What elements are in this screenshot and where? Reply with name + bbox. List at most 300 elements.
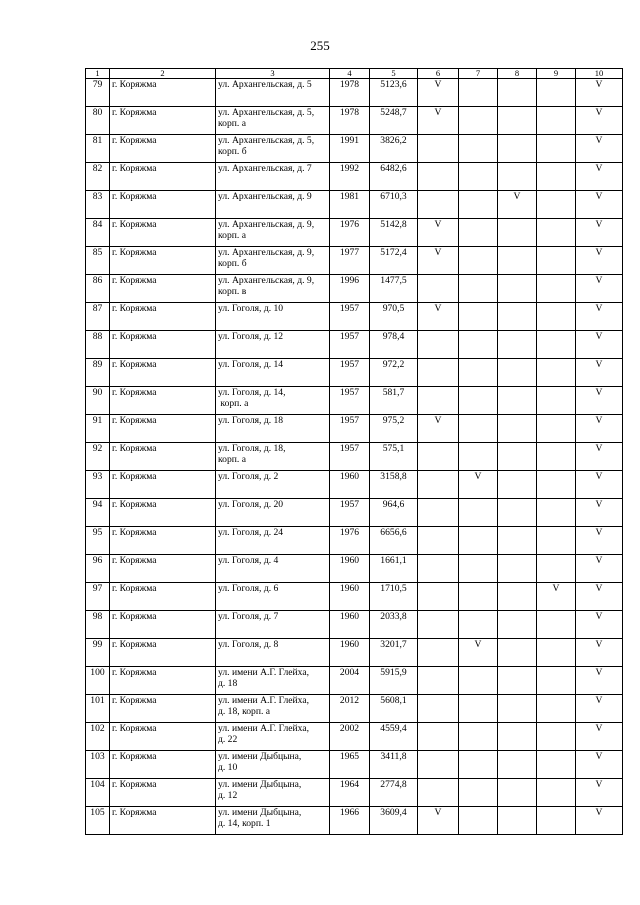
mark-cell-col7: [459, 751, 498, 779]
mark-cell-col9: [537, 191, 576, 219]
mark-cell-col9: [537, 415, 576, 443]
address-cell: [216, 639, 330, 667]
mark-cell-col7: [459, 359, 498, 387]
mark-cell-col9: [537, 667, 576, 695]
mark-cell-col6: V: [418, 107, 459, 135]
table-row: [86, 387, 623, 415]
area-cell: 964,6: [370, 499, 418, 527]
mark-cell-col6: [418, 611, 459, 639]
row-number-cell: 104: [86, 779, 110, 807]
address-line: корп. б: [218, 258, 247, 269]
address-line: ул. Гоголя, д. 12: [218, 331, 284, 342]
year-cell: 1966: [330, 807, 370, 835]
year-cell: 1964: [330, 779, 370, 807]
mark-cell-col6: [418, 443, 459, 471]
mark-cell-col7: V: [459, 639, 498, 667]
mark-cell-col7: [459, 667, 498, 695]
area-cell: 1477,5: [370, 275, 418, 303]
address-cell: [216, 79, 330, 107]
address-line: ул. Гоголя, д. 18,: [218, 443, 286, 454]
column-number: 8: [498, 69, 537, 79]
mark-cell-col9: [537, 135, 576, 163]
row-number-cell: 94: [86, 499, 110, 527]
year-cell: 1978: [330, 79, 370, 107]
address-cell: [216, 303, 330, 331]
address-line: д. 22: [218, 734, 238, 745]
mark-cell-col7: [459, 247, 498, 275]
mark-cell-col9: [537, 471, 576, 499]
year-cell: 1960: [330, 611, 370, 639]
housing-table: [85, 68, 623, 835]
table-row: [86, 247, 623, 275]
address-cell: [216, 359, 330, 387]
address-line: ул. Архангельская, д. 5,: [218, 135, 315, 146]
row-number-cell: 95: [86, 527, 110, 555]
column-number: 9: [537, 69, 576, 79]
mark-cell-col10: V: [576, 527, 623, 555]
mark-cell-col6: [418, 163, 459, 191]
table-row: [86, 359, 623, 387]
table-row: [86, 555, 623, 583]
mark-cell-col10: V: [576, 163, 623, 191]
mark-cell-col9: [537, 107, 576, 135]
mark-cell-col8: [498, 667, 537, 695]
table-row: [86, 163, 623, 191]
address-line: ул. Архангельская, д. 5,: [218, 107, 315, 118]
mark-cell-col8: [498, 499, 537, 527]
address-line: ул. Архангельская, д. 9: [218, 191, 312, 202]
address-line: ул. Архангельская, д. 7: [218, 163, 312, 174]
column-number: 5: [370, 69, 418, 79]
city-cell: г. Коряжма: [110, 443, 216, 471]
city-cell: г. Коряжма: [110, 499, 216, 527]
city-cell: г. Коряжма: [110, 163, 216, 191]
table-row: [86, 695, 623, 723]
mark-cell-col6: V: [418, 79, 459, 107]
area-cell: 5172,4: [370, 247, 418, 275]
mark-cell-col6: V: [418, 807, 459, 835]
area-cell: 1661,1: [370, 555, 418, 583]
mark-cell-col9: [537, 555, 576, 583]
mark-cell-col7: [459, 387, 498, 415]
city-cell: г. Коряжма: [110, 611, 216, 639]
address-cell: [216, 443, 330, 471]
mark-cell-col10: V: [576, 79, 623, 107]
address-cell: [216, 247, 330, 275]
mark-cell-col7: [459, 443, 498, 471]
city-cell: г. Коряжма: [110, 135, 216, 163]
city-cell: г. Коряжма: [110, 723, 216, 751]
mark-cell-col10: V: [576, 135, 623, 163]
area-cell: 975,2: [370, 415, 418, 443]
mark-cell-col7: [459, 555, 498, 583]
row-number-cell: 83: [86, 191, 110, 219]
mark-cell-col8: [498, 751, 537, 779]
address-line: ул. Гоголя, д. 10: [218, 303, 284, 314]
mark-cell-col6: [418, 555, 459, 583]
row-number-cell: 96: [86, 555, 110, 583]
mark-cell-col6: [418, 499, 459, 527]
mark-cell-col8: [498, 555, 537, 583]
mark-cell-col7: [459, 163, 498, 191]
address-cell: [216, 163, 330, 191]
mark-cell-col7: [459, 499, 498, 527]
mark-cell-col10: V: [576, 415, 623, 443]
mark-cell-col8: [498, 247, 537, 275]
table-row: [86, 443, 623, 471]
city-cell: г. Коряжма: [110, 779, 216, 807]
address-cell: [216, 135, 330, 163]
address-line: ул. Гоголя, д. 6: [218, 583, 279, 594]
city-cell: г. Коряжма: [110, 303, 216, 331]
table-row: [86, 583, 623, 611]
address-line: корп. а: [218, 230, 246, 241]
address-line: ул. Гоголя, д. 4: [218, 555, 279, 566]
mark-cell-col9: V: [537, 583, 576, 611]
row-number-cell: 101: [86, 695, 110, 723]
area-cell: 5248,7: [370, 107, 418, 135]
table-row: [86, 135, 623, 163]
table-row: [86, 191, 623, 219]
area-cell: 972,2: [370, 359, 418, 387]
mark-cell-col7: [459, 807, 498, 835]
mark-cell-col9: [537, 751, 576, 779]
table-row: [86, 107, 623, 135]
area-cell: 1710,5: [370, 583, 418, 611]
mark-cell-col9: [537, 219, 576, 247]
city-cell: г. Коряжма: [110, 555, 216, 583]
mark-cell-col6: [418, 723, 459, 751]
table-row: [86, 667, 623, 695]
mark-cell-col8: [498, 163, 537, 191]
mark-cell-col6: [418, 387, 459, 415]
address-line: д. 14, корп. 1: [218, 818, 271, 829]
area-cell: 5608,1: [370, 695, 418, 723]
area-cell: 575,1: [370, 443, 418, 471]
mark-cell-col7: [459, 611, 498, 639]
mark-cell-col6: V: [418, 247, 459, 275]
city-cell: г. Коряжма: [110, 247, 216, 275]
address-cell: [216, 275, 330, 303]
mark-cell-col6: [418, 779, 459, 807]
mark-cell-col8: [498, 275, 537, 303]
mark-cell-col7: [459, 723, 498, 751]
mark-cell-col8: [498, 107, 537, 135]
address-line: д. 12: [218, 790, 238, 801]
mark-cell-col8: [498, 359, 537, 387]
mark-cell-col9: [537, 163, 576, 191]
area-cell: 3826,2: [370, 135, 418, 163]
mark-cell-col6: V: [418, 415, 459, 443]
mark-cell-col9: [537, 695, 576, 723]
address-cell: [216, 779, 330, 807]
column-number: 6: [418, 69, 459, 79]
city-cell: г. Коряжма: [110, 359, 216, 387]
row-number-cell: 89: [86, 359, 110, 387]
mark-cell-col8: [498, 219, 537, 247]
mark-cell-col10: V: [576, 807, 623, 835]
column-number: 3: [216, 69, 330, 79]
area-cell: 4559,4: [370, 723, 418, 751]
city-cell: г. Коряжма: [110, 471, 216, 499]
address-line: ул. Гоголя, д. 20: [218, 499, 284, 510]
address-line: ул. Гоголя, д. 2: [218, 471, 279, 482]
year-cell: 1960: [330, 639, 370, 667]
year-cell: 1957: [330, 415, 370, 443]
city-cell: г. Коряжма: [110, 639, 216, 667]
year-cell: 2002: [330, 723, 370, 751]
address-line: ул. Архангельская, д. 9,: [218, 219, 315, 230]
address-line: корп. в: [218, 286, 247, 297]
address-cell: [216, 331, 330, 359]
year-cell: 1957: [330, 331, 370, 359]
mark-cell-col8: V: [498, 191, 537, 219]
row-number-cell: 87: [86, 303, 110, 331]
year-cell: 1957: [330, 499, 370, 527]
address-cell: [216, 695, 330, 723]
mark-cell-col9: [537, 611, 576, 639]
table-row: [86, 79, 623, 107]
table-row: [86, 499, 623, 527]
city-cell: г. Коряжма: [110, 191, 216, 219]
mark-cell-col9: [537, 331, 576, 359]
mark-cell-col6: [418, 331, 459, 359]
mark-cell-col7: [459, 79, 498, 107]
mark-cell-col7: [459, 779, 498, 807]
mark-cell-col8: [498, 639, 537, 667]
row-number-cell: 81: [86, 135, 110, 163]
mark-cell-col10: V: [576, 695, 623, 723]
mark-cell-col6: [418, 527, 459, 555]
mark-cell-col10: V: [576, 219, 623, 247]
address-line: ул. имени А.Г. Глейха,: [218, 723, 310, 734]
area-cell: 2774,8: [370, 779, 418, 807]
address-cell: [216, 527, 330, 555]
mark-cell-col9: [537, 779, 576, 807]
mark-cell-col10: V: [576, 611, 623, 639]
mark-cell-col6: [418, 583, 459, 611]
mark-cell-col9: [537, 79, 576, 107]
year-cell: 1978: [330, 107, 370, 135]
city-cell: г. Коряжма: [110, 667, 216, 695]
mark-cell-col10: V: [576, 639, 623, 667]
city-cell: г. Коряжма: [110, 219, 216, 247]
mark-cell-col6: [418, 751, 459, 779]
address-cell: [216, 751, 330, 779]
address-line: д. 18: [218, 678, 238, 689]
mark-cell-col10: V: [576, 191, 623, 219]
mark-cell-col10: V: [576, 751, 623, 779]
year-cell: 1981: [330, 191, 370, 219]
mark-cell-col8: [498, 303, 537, 331]
row-number-cell: 85: [86, 247, 110, 275]
year-cell: 1991: [330, 135, 370, 163]
table-row: [86, 779, 623, 807]
mark-cell-col9: [537, 527, 576, 555]
mark-cell-col8: [498, 471, 537, 499]
mark-cell-col6: [418, 695, 459, 723]
year-cell: 1965: [330, 751, 370, 779]
mark-cell-col8: [498, 611, 537, 639]
area-cell: 5915,9: [370, 667, 418, 695]
mark-cell-col9: [537, 639, 576, 667]
address-cell: [216, 723, 330, 751]
city-cell: г. Коряжма: [110, 807, 216, 835]
city-cell: г. Коряжма: [110, 331, 216, 359]
city-cell: г. Коряжма: [110, 79, 216, 107]
year-cell: 1977: [330, 247, 370, 275]
year-cell: 1957: [330, 387, 370, 415]
table-row: [86, 219, 623, 247]
address-line: ул. Гоголя, д. 7: [218, 611, 279, 622]
mark-cell-col7: [459, 695, 498, 723]
address-line: ул. имени А.Г. Глейха,: [218, 667, 310, 678]
table-row: [86, 303, 623, 331]
column-number: 1: [86, 69, 110, 79]
area-cell: 2033,8: [370, 611, 418, 639]
row-number-cell: 98: [86, 611, 110, 639]
row-number-cell: 99: [86, 639, 110, 667]
address-line: ул. Гоголя, д. 18: [218, 415, 284, 426]
address-cell: [216, 583, 330, 611]
year-cell: 1960: [330, 555, 370, 583]
mark-cell-col8: [498, 415, 537, 443]
address-cell: [216, 499, 330, 527]
mark-cell-col10: V: [576, 359, 623, 387]
mark-cell-col7: V: [459, 471, 498, 499]
area-cell: 6656,6: [370, 527, 418, 555]
mark-cell-col10: V: [576, 723, 623, 751]
address-line: ул. Гоголя, д. 14: [218, 359, 284, 370]
mark-cell-col10: V: [576, 275, 623, 303]
address-line: ул. Гоголя, д. 24: [218, 527, 284, 538]
city-cell: г. Коряжма: [110, 527, 216, 555]
address-cell: [216, 219, 330, 247]
mark-cell-col10: V: [576, 779, 623, 807]
address-cell: [216, 191, 330, 219]
row-number-cell: 93: [86, 471, 110, 499]
address-line: корп. б: [218, 146, 247, 157]
mark-cell-col10: V: [576, 387, 623, 415]
address-line: корп. а: [218, 398, 249, 409]
city-cell: г. Коряжма: [110, 695, 216, 723]
mark-cell-col9: [537, 387, 576, 415]
address-line: ул. имени Дыбцына,: [218, 751, 302, 762]
mark-cell-col6: [418, 667, 459, 695]
column-number: 7: [459, 69, 498, 79]
year-cell: 1996: [330, 275, 370, 303]
mark-cell-col8: [498, 79, 537, 107]
address-cell: [216, 415, 330, 443]
address-line: ул. Архангельская, д. 9,: [218, 275, 315, 286]
year-cell: 1960: [330, 471, 370, 499]
area-cell: 6482,6: [370, 163, 418, 191]
mark-cell-col8: [498, 779, 537, 807]
address-line: корп. а: [218, 454, 246, 465]
mark-cell-col9: [537, 807, 576, 835]
mark-cell-col7: [459, 331, 498, 359]
mark-cell-col8: [498, 807, 537, 835]
city-cell: г. Коряжма: [110, 275, 216, 303]
row-number-cell: 100: [86, 667, 110, 695]
mark-cell-col6: [418, 275, 459, 303]
address-cell: [216, 807, 330, 835]
address-line: ул. имени Дыбцына,: [218, 779, 302, 790]
mark-cell-col8: [498, 387, 537, 415]
mark-cell-col10: V: [576, 107, 623, 135]
mark-cell-col8: [498, 135, 537, 163]
mark-cell-col10: V: [576, 303, 623, 331]
row-number-cell: 82: [86, 163, 110, 191]
city-cell: г. Коряжма: [110, 751, 216, 779]
year-cell: 1976: [330, 527, 370, 555]
city-cell: г. Коряжма: [110, 387, 216, 415]
address-line: ул. Гоголя, д. 14,: [218, 387, 286, 398]
address-line: ул. имени А.Г. Глейха,: [218, 695, 310, 706]
row-number-cell: 88: [86, 331, 110, 359]
table-row: [86, 751, 623, 779]
mark-cell-col7: [459, 219, 498, 247]
row-number-cell: 91: [86, 415, 110, 443]
area-cell: 3411,8: [370, 751, 418, 779]
mark-cell-col6: [418, 359, 459, 387]
area-cell: 3158,8: [370, 471, 418, 499]
address-cell: [216, 611, 330, 639]
row-number-cell: 105: [86, 807, 110, 835]
row-number-cell: 84: [86, 219, 110, 247]
year-cell: 1960: [330, 583, 370, 611]
area-cell: 3201,7: [370, 639, 418, 667]
row-number-cell: 86: [86, 275, 110, 303]
row-number-cell: 90: [86, 387, 110, 415]
table-row: [86, 415, 623, 443]
table-row: [86, 639, 623, 667]
mark-cell-col9: [537, 443, 576, 471]
area-cell: 978,4: [370, 331, 418, 359]
area-cell: 5123,6: [370, 79, 418, 107]
area-cell: 6710,3: [370, 191, 418, 219]
mark-cell-col9: [537, 247, 576, 275]
mark-cell-col7: [459, 275, 498, 303]
table-row: [86, 807, 623, 835]
address-line: д. 18, корп. а: [218, 706, 271, 717]
city-cell: г. Коряжма: [110, 107, 216, 135]
area-cell: 3609,4: [370, 807, 418, 835]
year-cell: 2004: [330, 667, 370, 695]
mark-cell-col10: V: [576, 443, 623, 471]
address-cell: [216, 387, 330, 415]
table-row: [86, 331, 623, 359]
mark-cell-col7: [459, 303, 498, 331]
mark-cell-col6: V: [418, 219, 459, 247]
area-cell: 581,7: [370, 387, 418, 415]
mark-cell-col10: V: [576, 331, 623, 359]
table-body: [86, 79, 623, 835]
mark-cell-col8: [498, 331, 537, 359]
address-line: ул. Архангельская, д. 9,: [218, 247, 315, 258]
mark-cell-col7: [459, 527, 498, 555]
mark-cell-col8: [498, 695, 537, 723]
mark-cell-col9: [537, 499, 576, 527]
table-row: [86, 275, 623, 303]
year-cell: 1957: [330, 303, 370, 331]
table-row: [86, 723, 623, 751]
address-line: корп. а: [218, 118, 246, 129]
address-line: ул. Гоголя, д. 8: [218, 639, 279, 650]
mark-cell-col10: V: [576, 471, 623, 499]
mark-cell-col10: V: [576, 499, 623, 527]
year-cell: 1957: [330, 443, 370, 471]
